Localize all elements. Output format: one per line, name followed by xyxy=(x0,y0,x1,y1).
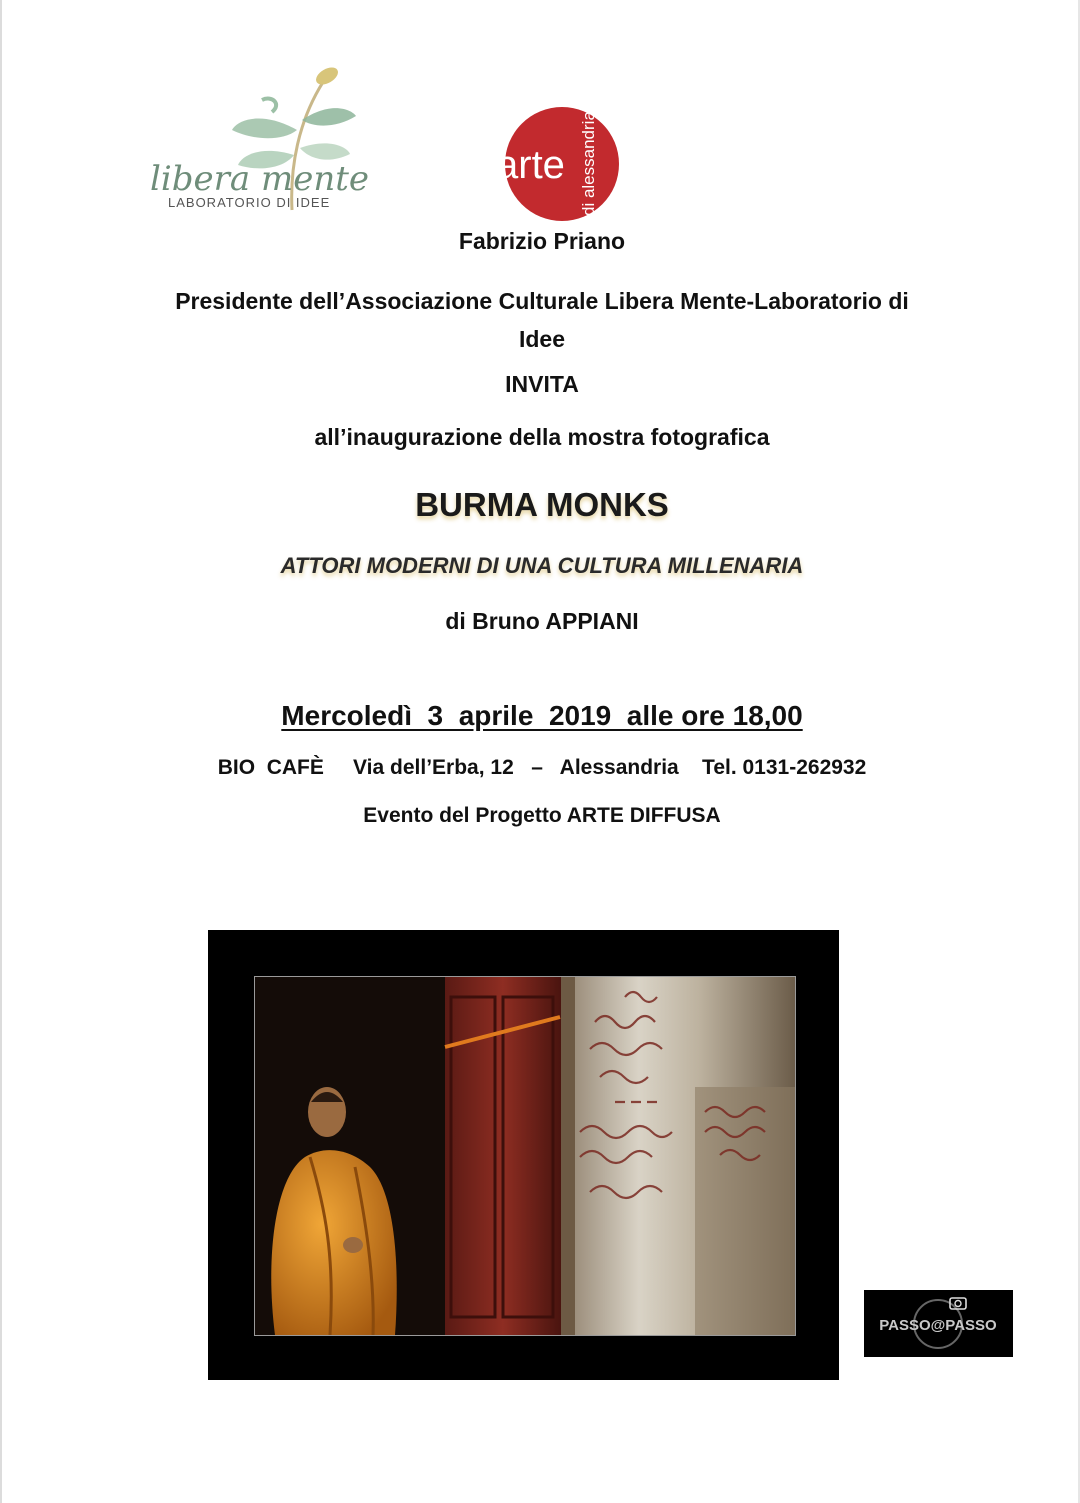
arte-vertical-text: di alessandria xyxy=(579,111,598,216)
arte-alessandria-logo xyxy=(492,106,632,222)
invita-heading: INVITA xyxy=(505,371,579,397)
libera-mente-script: libera mente xyxy=(150,159,370,199)
president-line-1: Presidente dell’Associazione Culturale Libera Mente-Laboratorio di xyxy=(175,288,909,314)
project-line: Evento del Progetto ARTE DIFFUSA xyxy=(363,804,721,827)
president-line-2: Idee xyxy=(518,326,566,352)
event-date-text: Mercoledì 3 aprile 2019 alle ore 18,00 xyxy=(281,700,803,731)
monk-photo xyxy=(254,976,796,1336)
arte-word: arte xyxy=(496,143,565,187)
passo-a-passo-logo xyxy=(864,1290,1013,1357)
host-name: Fabrizio Priano xyxy=(458,228,626,254)
event-date xyxy=(2,700,1080,732)
exhibition-subtitle: ATTORI MODERNI DI UNA CULTURA MILLENARIA xyxy=(280,553,804,578)
passo-logo-text: PASSO@PASSO xyxy=(879,1317,997,1334)
author-line: di Bruno APPIANI xyxy=(445,608,639,634)
inauguration-line: all’inaugurazione della mostra fotografica xyxy=(314,424,770,450)
venue-line: BIO CAFÈ Via dell’Erba, 12 – Alessandria Tel. 0131-262932 xyxy=(217,756,867,779)
monk-photo-frame xyxy=(208,930,839,1380)
president-title xyxy=(2,282,1080,358)
libera-mente-subtitle: LABORATORIO DI IDEE xyxy=(168,195,331,210)
exhibition-title: BURMA MONKS xyxy=(415,486,669,523)
